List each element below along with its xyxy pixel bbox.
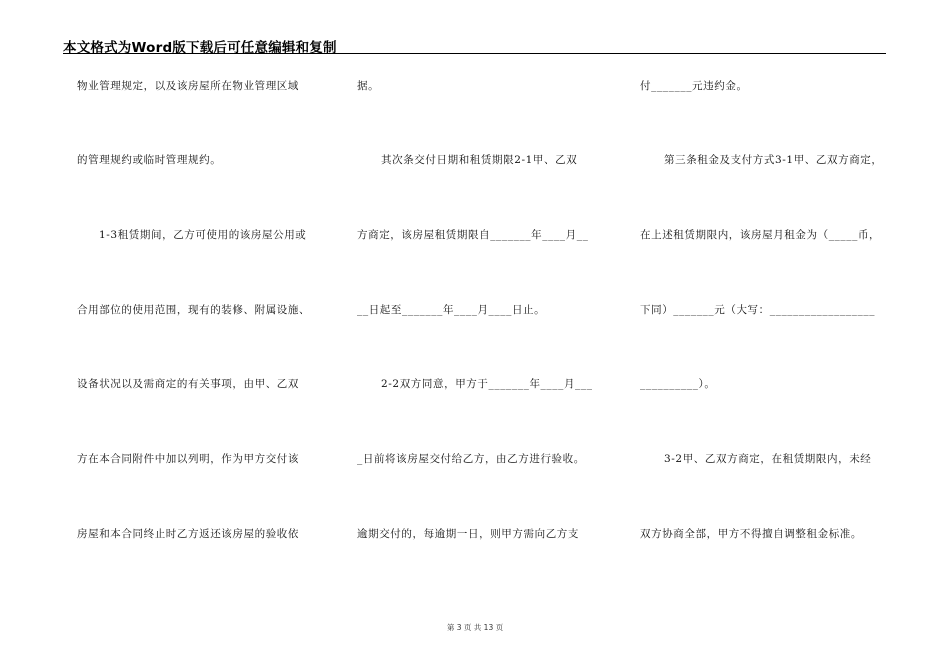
text-line: _日前将该房屋交付给乙方，由乙方进行验收。 <box>357 453 585 465</box>
document-header-title: 本文格式为Word版下载后可任意编辑和复制 <box>63 40 337 56</box>
text-line: 3-2甲、乙双方商定，在租赁期限内，未经 <box>664 453 872 465</box>
text-line: 逾期交付的，每逾期一日，则甲方需向乙方支 <box>357 528 579 540</box>
text-line: 在上述租赁期限内，该房屋月租金为（_____币， <box>640 229 881 241</box>
text-line: __日起至_______年____月____日止。 <box>357 304 546 316</box>
text-line: 据。 <box>357 80 380 92</box>
page-number: 第 3 页 共 13 页 <box>446 623 504 632</box>
text-line: 第三条租金及支付方式3-1甲、乙双方商定， <box>664 154 883 166</box>
header-rule <box>63 53 886 54</box>
text-line: 合用部位的使用范围，现有的装修、附属设施、 <box>77 304 311 316</box>
text-line: 房屋和本合同终止时乙方返还该房屋的验收依 <box>77 528 299 540</box>
text-line: __________）。 <box>640 378 716 390</box>
text-line: 其次条交付日期和租赁期限2-1甲、乙双 <box>381 154 578 166</box>
text-line: 设备状况以及需商定的有关事项，由甲、乙双 <box>77 378 299 390</box>
text-line: 方商定，该房屋租赁期限自_______年____月__ <box>357 229 589 241</box>
text-line: 双方协商全部，甲方不得擅自调整租金标准。 <box>640 528 862 540</box>
text-line: 2-2双方同意，甲方于_______年____月___ <box>381 378 593 390</box>
text-line: 下同）_______元（大写：__________________ <box>640 304 876 316</box>
text-line: 的管理规约或临时管理规约。 <box>77 154 222 166</box>
text-line: 物业管理规定，以及该房屋所在物业管理区域 <box>77 80 299 92</box>
text-line: 1-3租赁期间，乙方可使用的该房屋公用或 <box>99 229 307 241</box>
text-line: 方在本合同附件中加以列明，作为甲方交付该 <box>77 453 299 465</box>
text-line: 付_______元违约金。 <box>640 80 748 92</box>
